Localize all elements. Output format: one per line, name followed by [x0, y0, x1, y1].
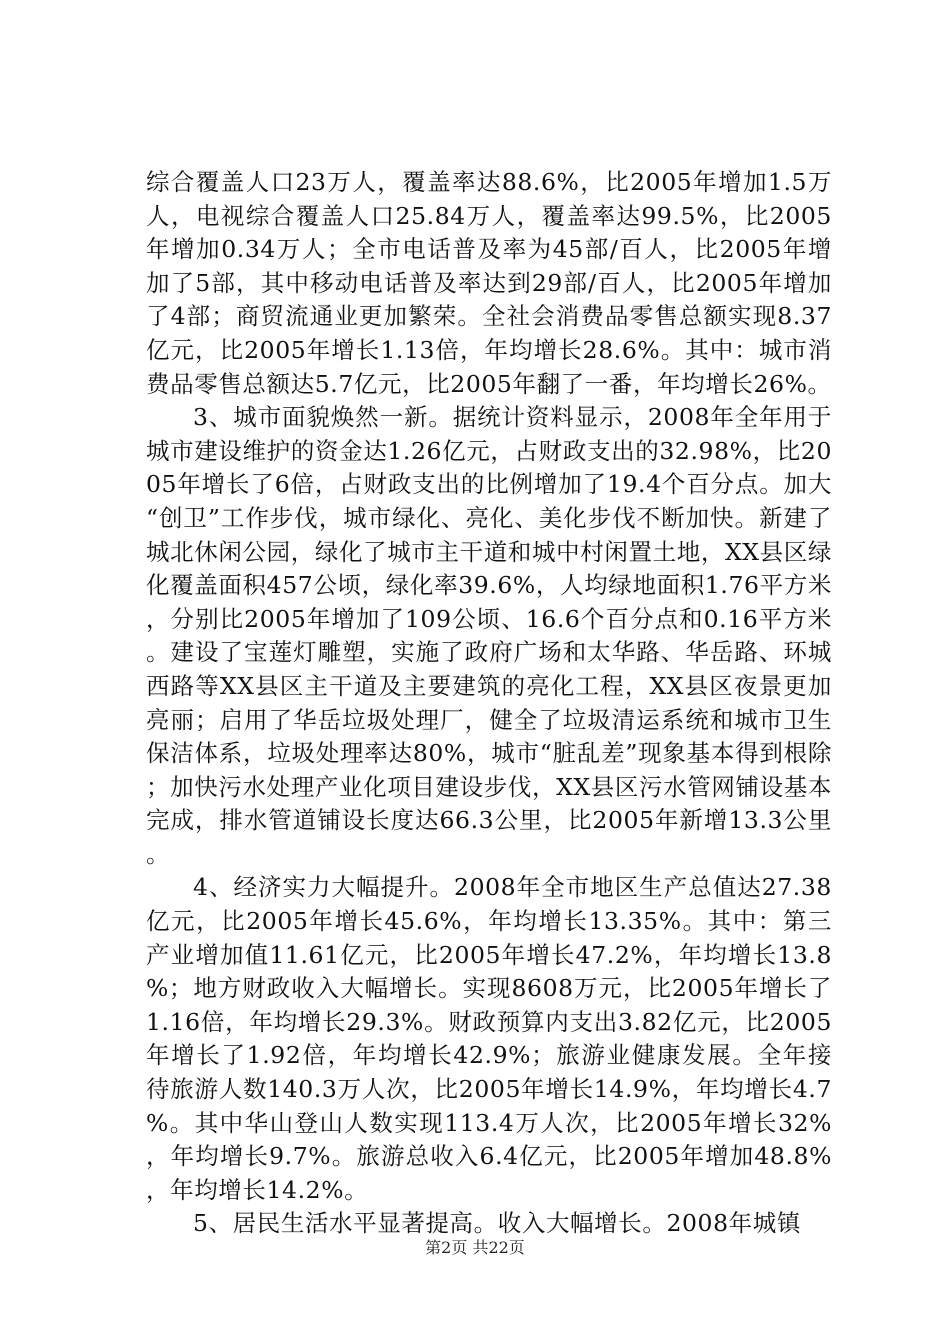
paragraph-economic-strength: 4、经济实力大幅提升。2008年全市地区生产总值达27.38亿元，比2005年增长45.6%，年均增长13.35%。其中：第三产业增加值11.61亿元，比2005年增长47.2%，年均增长13.8%；地方财政收入大幅增长。实现8608万元，比2005年增长了1.16倍，年均增长29.3%。财政预算内支出3.82亿元，比2005年增长了1.92倍，年均增长42.9%；旅游业健康发展。全年接待旅游人数140.3万人次，比2005年增长14.9%，年均增长4.7%。其中华山登山人数实现113.4万人次，比2005年增长32%，年均增长9.7%。旅游总收入6.4亿元，比2005年增加48.8%，年均增长14.2%。 — [146, 873, 832, 1204]
paragraph-city-appearance: 3、城市面貌焕然一新。据统计资料显示，2008年全年用于城市建设维护的资金达1.26亿元，占财政支出的32.98%，比2005年增长了6倍，占财政支出的比例增加了19.4个百分点。加大“创卫”工作步伐，城市绿化、亮化、美化步伐不断加快。新建了城北休闲公园，绿化了城市主干道和城中村闲置土地，XX县区绿化覆盖面积457公顷，绿化率39.6%，人均绿地面积1.76平方米，分别比2005年增加了109公顷、16.6个百分点和0.16平方米。建设了宝莲灯雕塑，实施了政府广场和太华路、华岳路、环城西路等XX县区主干道及主要建筑的亮化工程，XX县区夜景更加亮丽；启用了华岳垃圾处理厂，健全了垃圾清运系统和城市卫生保洁体系，垃圾处理率达80%，城市“脏乱差”现象基本得到根除；加快污水处理产业化项目建设步伐，XX县区污水管网铺设基本完成，排水管道铺设长度达66.3公里，比2005年新增13.3公里。 — [146, 403, 832, 868]
paragraph-living-standards: 5、居民生活水平显著提高。收入大幅增长。2008年城镇 — [193, 1209, 801, 1238]
page-footer: 第2页 共22页 — [425, 1238, 525, 1257]
paragraph-coverage-telecom-retail: 综合覆盖人口23万人，覆盖率达88.6%，比2005年增加1.5万人，电视综合覆盖人口25.84万人，覆盖率达99.5%，比2005年增加0.34万人；全市电话普及率为45部/百人，比2005年增加了5部，其中移动电话普及率达到29部/百人，比2005年增加了4部；商贸流通业更加繁荣。全社会消费品零售总额实现8.37亿元，比2005年增长1.13倍，年均增长28.6%。其中：城市消费品零售总额达5.7亿元，比2005年翻了一番，年均增长26%。 — [146, 168, 832, 398]
body-text — [146, 166, 832, 1241]
